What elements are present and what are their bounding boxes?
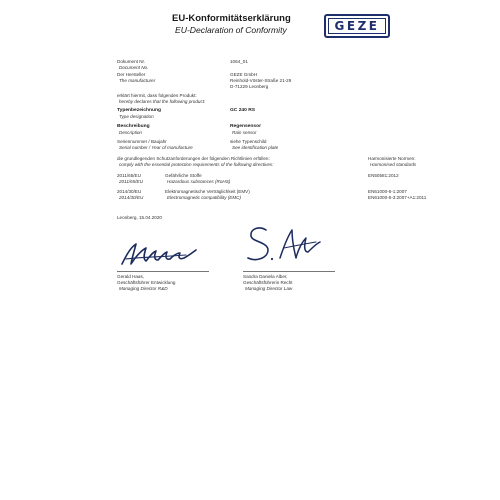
directive-code: 2014/30/EU — [117, 189, 142, 194]
signatory-name: Gerald Haas, — [117, 274, 145, 279]
directive-code-en: 2014/30/EU — [119, 195, 144, 200]
directive-standard: EN61000-6-1:2007 — [368, 189, 407, 194]
description-value: Regensensor — [230, 124, 261, 129]
description-label-en: Description — [119, 130, 142, 135]
place-date: Leonberg, 15.04.2020 — [117, 215, 162, 220]
declares-text-en: hereby declares that the following product: — [119, 99, 206, 104]
type-designation-value: GC 240 RS — [230, 108, 256, 113]
directive-title-en: Electromagnetic compatibility (EMC) — [167, 195, 242, 200]
title-german: EU-Konformitätserklärung — [172, 13, 291, 24]
directive-standard: EN50581:2012 — [368, 173, 399, 178]
geze-logo — [324, 14, 390, 38]
requirements-text-en: comply with the essential protection requirements of the following directives: — [119, 162, 274, 167]
type-designation-label: Typenbezeichnung — [117, 108, 161, 113]
signature-alber — [244, 222, 324, 270]
declares-text: erklärt hiermit, dass folgendes Produkt: — [117, 93, 197, 98]
document-number-value: 1064_01 — [230, 59, 248, 64]
serial-value: siehe Typenschild — [230, 139, 267, 144]
description-label: Beschreibung — [117, 124, 150, 129]
directive-code: 2011/65/EU — [117, 173, 141, 178]
manufacturer-name: GEZE GmbH — [230, 72, 258, 77]
document-number-label: Dokument Nr. — [117, 59, 146, 64]
requirements-text: die grundlegenden Schutzanforderungen der folgenden Richtlinien erfüllen: — [117, 156, 270, 161]
type-designation-label-en: Type designation — [119, 114, 154, 119]
geze-logo-frame — [328, 18, 386, 34]
directive-code-en: 2011/65/EU — [119, 179, 143, 184]
title-english: EU-Declaration of Conformity — [175, 25, 287, 35]
signatory-role-en: Managing Director Law — [245, 286, 293, 291]
signatory-name: Sandra Daniela Alber, — [243, 274, 288, 279]
geze-logo-text: GEZE — [334, 19, 380, 33]
serial-value-en: See identification plate — [232, 145, 279, 150]
directive-standard-2: EN61000-6-3:2007+A1:2011 — [368, 195, 427, 200]
directive-title: Gefährliche Stoffe — [165, 173, 202, 178]
description-value-en: Rain sensor — [232, 130, 257, 135]
directive-title-en: Hazardous substances (RoHS) — [167, 179, 231, 184]
signature-line-2 — [243, 271, 335, 272]
serial-label: Seriennummer / Baujahr — [117, 139, 167, 144]
signatory-role: Geschäftsführerin Recht — [243, 280, 293, 285]
signatory-role-en: Managing Director R&D — [119, 286, 168, 291]
manufacturer-label-en: The manufacturer — [119, 78, 156, 83]
signature-haas — [116, 226, 202, 270]
harmonised-standards-label-en: Harmonised standards — [370, 162, 417, 167]
harmonised-standards-label: Harmonisierte Normen: — [368, 156, 416, 161]
manufacturer-label: Der Hersteller — [117, 72, 146, 77]
manufacturer-city: D-71229 Leonberg — [230, 84, 269, 89]
serial-label-en: Serial number / Year of manufacture — [119, 145, 193, 150]
manufacturer-street: Reinhold-Vöster-Straße 21-29 — [230, 78, 292, 83]
document-number-label-en: Document No. — [119, 65, 149, 70]
directive-title: Elektromagnetische Verträglichkeit (EMV) — [165, 189, 250, 194]
signature-line-1 — [117, 271, 209, 272]
signatory-role: Geschäftsführer Entwicklung — [117, 280, 176, 285]
